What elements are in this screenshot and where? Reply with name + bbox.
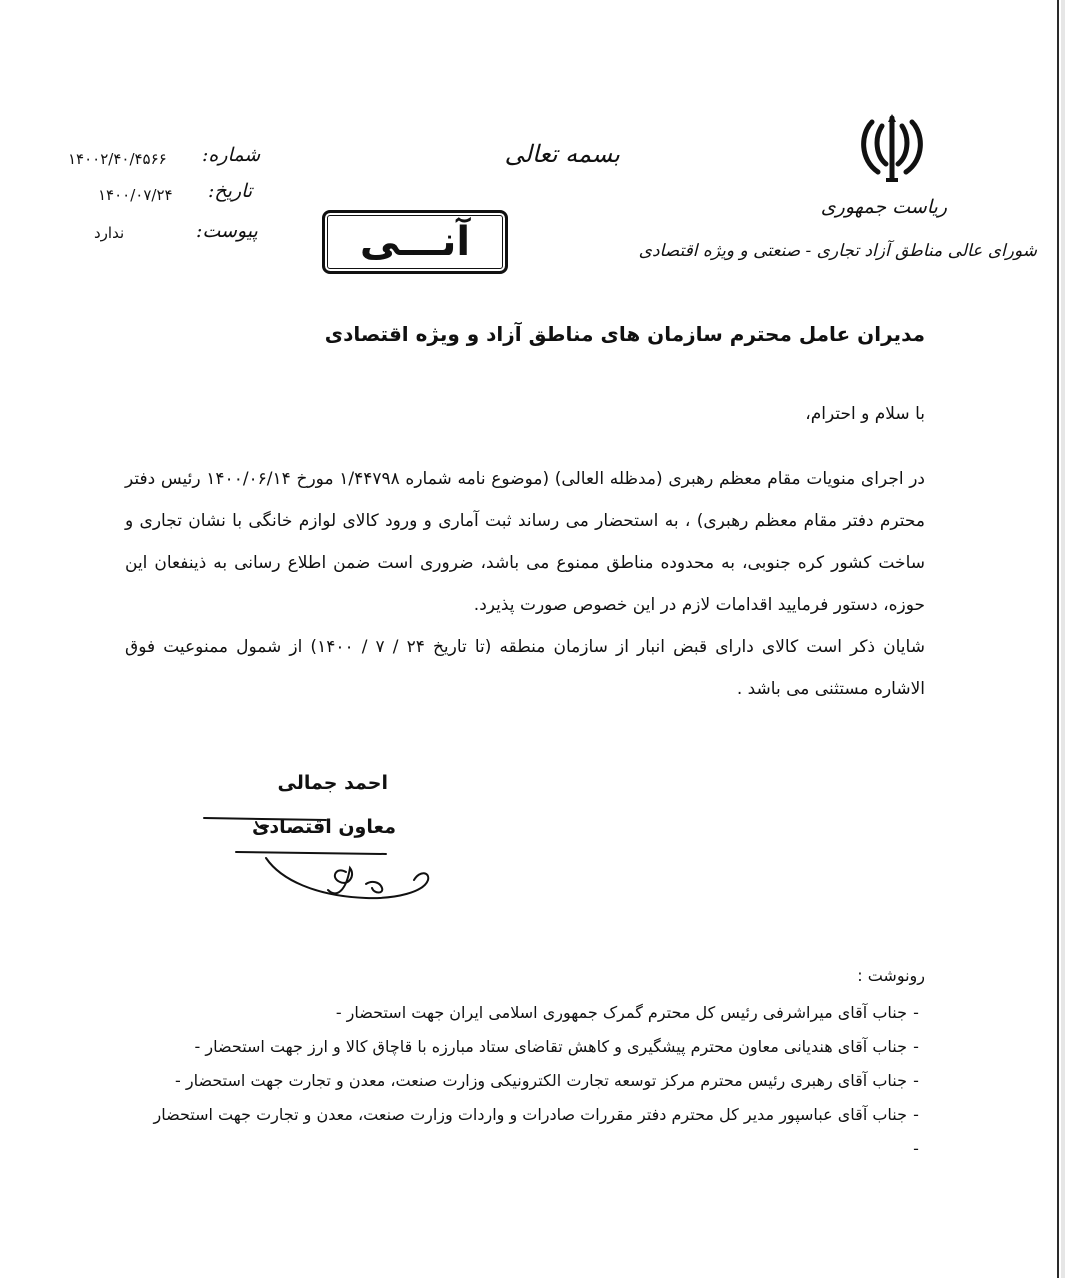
cc-item-text: جناب آقای هندیانی معاون محترم پیشگیری و کاهش تقاضای ستاد مبارزه با قاچاق کالا و ارز جهت استحضار - (194, 1037, 907, 1056)
page-border-line (1057, 0, 1059, 1278)
greeting: با سلام و احترام، (805, 404, 925, 424)
date-value: ۱۴۰۰/۰۷/۲۴ (98, 186, 173, 204)
attachment-label: پیوست: (196, 220, 258, 242)
cc-item (105, 1132, 925, 1166)
cc-bullet: - (913, 1139, 919, 1158)
letter-body (125, 458, 925, 710)
urgent-stamp-text: آنـــی (359, 219, 471, 265)
body-paragraph-2: شایان ذکر است کالای دارای قبض انبار از سازمان منطقه (تا تاریخ ۲۴ / ۷ / ۱۴۰۰) از شمول ممنوعیت فوق الاشاره مستثنی می باشد . (125, 637, 925, 699)
cc-item (105, 1098, 925, 1132)
number-value: ۱۴۰۰۲/۴۰/۴۵۶۶ (68, 150, 167, 168)
cc-item-text: جناب آقای میراشرفی رئیس کل محترم گمرک جمهوری اسلامی ایران جهت استحضار - (335, 1003, 907, 1022)
date-label: تاریخ: (208, 180, 253, 202)
addressee: مدیران عامل محترم سازمان های مناطق آزاد و ویژه اقتصادی (324, 322, 925, 346)
urgent-stamp (322, 210, 508, 274)
cc-bullet: - (913, 1071, 919, 1090)
cc-bullet: - (913, 1003, 919, 1022)
cc-title: رونوشت : (857, 966, 925, 985)
signatory-title: معاون اقتصادی (252, 816, 396, 838)
cc-bullet: - (913, 1037, 919, 1056)
cc-bullet: - (913, 1105, 919, 1124)
cc-item-text: جناب آقای رهبری رئیس محترم مرکز توسعه تجارت الکترونیکی وزارت صنعت، معدن و تجارت جهت استحضار - (175, 1071, 907, 1090)
attachment-value: ندارد (94, 224, 125, 242)
iran-emblem-icon (858, 112, 926, 184)
cc-item (105, 1030, 925, 1064)
cc-list (105, 996, 925, 1166)
cc-item (105, 996, 925, 1030)
signatory-name: احمد جمالی (277, 772, 388, 794)
handwritten-signature (196, 800, 446, 910)
body-paragraph-1: در اجرای منویات مقام معظم رهبری (مدظله العالی) (موضوع نامه شماره ۱/۴۴۷۹۸ مورخ ۱۴۰۰/۰۶/۱۴ رئیس دفتر محترم دفتر مقام معظم رهبری) ، به استحضار می رساند ثبت آماری و ورود کالای لوازم خانگی با نشان تجاری و ساخت کشور کره جنوبی، به محدوده مناطق ممنوع می باشد، ضروری است ضمن اطلاع رسانی به ذینفعان این حوزه، دستور فرمایید اقدامات لازم در این خصوص صورت پذیرد. (125, 469, 926, 615)
cc-item (105, 1064, 925, 1098)
page-edge (1061, 0, 1065, 1278)
cc-item-text: جناب آقای عباسپور مدیر کل محترم دفتر مقررات صادرات و واردات وزارت صنعت، معدن و تجارت جهت استحضار (153, 1105, 907, 1124)
number-label: شماره: (202, 144, 261, 166)
basmala: بسمه تعالی (504, 140, 620, 168)
org-council: شورای عالی مناطق آزاد تجاری - صنعتی و ویژه اقتصادی (638, 241, 1037, 261)
org-presidency: ریاست جمهوری (820, 196, 947, 218)
